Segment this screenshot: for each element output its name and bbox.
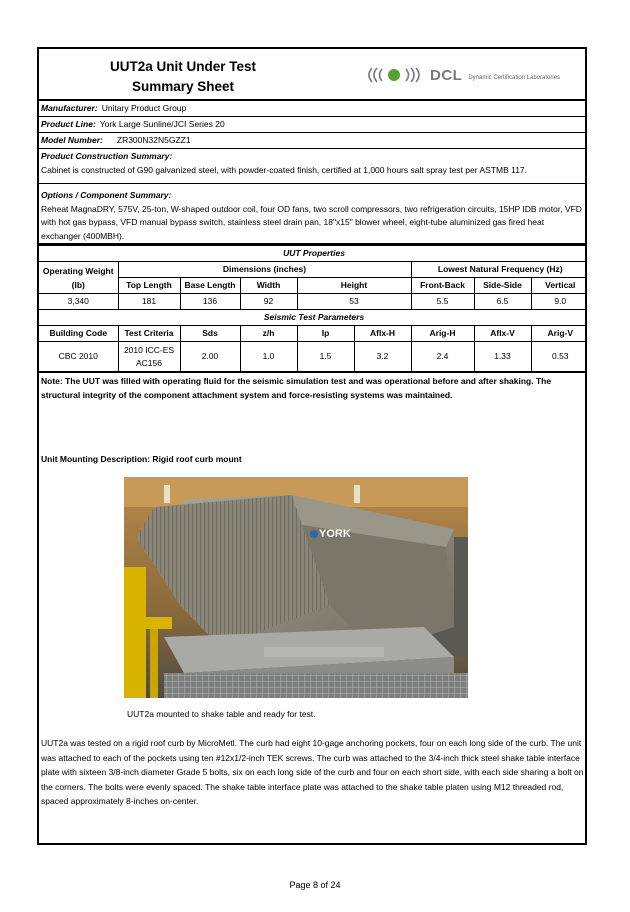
test-criteria-value [118,342,180,372]
dimensions-header: Dimensions (inches) [118,262,411,278]
model-number-row [39,133,585,149]
ip-value: 1.5 [297,342,354,372]
col-zh: z/h [240,326,297,342]
operating-weight-unit: (lb) [71,279,85,290]
col-building-code: Building Code [39,326,118,342]
aflx-h-value: 3.2 [354,342,411,372]
arig-v-value: 0.53 [531,342,587,372]
col-aflx-v: Aflx-V [474,326,531,342]
construction-summary [39,149,585,184]
col-vertical: Vertical [531,278,587,294]
col-top-length: Top Length [118,278,180,294]
col-sds: Sds [180,326,240,342]
vertical-value: 9.0 [531,294,587,310]
note-text: Note: The UUT was filled with operating fluid for the seismic simulation test and was operational before and after shaking. The structural integrity of the component attachment system and force-resisting systems was maintained. [39,372,585,404]
product-line-value: York Large Sunline/JCI Series 20 [99,119,225,129]
col-arig-h: Arig-H [411,326,474,342]
options-label: Options / Component Summary: [41,190,172,200]
sheet-header [39,49,585,101]
manufacturer-row [39,101,585,117]
base-length-value: 136 [180,294,240,310]
front-back-value: 5.5 [411,294,474,310]
logo-subtitle: Dynamic Certification Laboratories [468,74,561,81]
operating-weight-label: Operating Weight [42,265,114,276]
col-height: Height [297,278,411,294]
col-width: Width [240,278,297,294]
model-number-value: ZR300N32N5GZZ1 [116,135,191,145]
options-summary [39,184,585,245]
rooftop-unit-photo [124,477,468,698]
top-length-value: 181 [118,294,180,310]
arig-h-value: 2.4 [411,342,474,372]
uut-properties-heading: UUT Properties [39,246,587,262]
seismic-values-row [39,342,587,372]
photo-brand-label: YORK [319,528,351,540]
title-line-1: UUT2a Unit Under Test [109,59,256,74]
photo-caption: UUT2a mounted to shake table and ready for test. [127,709,316,719]
seismic-parameters-heading: Seismic Test Parameters [39,310,587,326]
height-value: 53 [297,294,411,310]
construction-label: Product Construction Summary: [41,151,173,161]
signal-logo-icon [364,65,426,85]
test-criteria-line-2: AC156 [136,357,162,368]
col-base-length: Base Length [180,278,240,294]
seismic-header-row [39,326,587,342]
dcl-logo [364,65,560,85]
mounting-description: Unit Mounting Description: Rigid roof curb mount [41,454,242,464]
side-side-value: 6.5 [474,294,531,310]
logo-text: DCL [430,66,463,84]
operating-weight-value: 3,340 [39,294,118,310]
zh-value: 1.0 [240,342,297,372]
col-aflx-h: Aflx-H [354,326,411,342]
col-ip: Ip [297,326,354,342]
col-test-criteria: Test Criteria [118,326,180,342]
manufacturer-value: Unitary Product Group [101,103,187,113]
summary-sheet [37,47,587,845]
product-line-row [39,117,585,133]
uut-properties-table [39,245,587,372]
construction-text: Cabinet is constructed of G90 galvanized steel, with powder-coated finish, certified at 1,000 hours salt spray test per ASTMB 117. [41,164,528,175]
manufacturer-label: Manufacturer: [41,103,98,113]
test-criteria-line-1: 2010 ICC-ES [123,344,175,355]
aflx-v-value: 1.33 [474,342,531,372]
building-code-value: CBC 2010 [39,342,118,372]
frequency-header: Lowest Natural Frequency (Hz) [411,262,587,278]
col-arig-v: Arig-V [531,326,587,342]
sds-value: 2.00 [180,342,240,372]
col-front-back: Front-Back [411,278,474,294]
title-line-2: Summary Sheet [131,79,235,94]
page-number: Page 8 of 24 [289,880,341,890]
model-number-label: Model Number: [41,135,103,145]
product-line-label: Product Line: [41,119,96,129]
uut-properties-values-row [39,294,587,310]
sheet-title [83,57,283,97]
width-value: 92 [240,294,297,310]
mounting-details-text: UUT2a was tested on a rigid roof curb by MicroMetl. The curb had eight 10-gage anchoring pockets, four on each long side of the curb. The unit was attached to each of the pockets using ten #12x1/2-inch TEK screws. The curb was attached to the 3/4-inch thick steel shake table interface plate with sixteen 3/8-inch diameter Grade 5 bolts, six on each long side of the curb and four on each short side, with each side sharing a bolt on the corners. The bolts were evenly spaced. The shake table interface plate was attached to the shake table platen using M12 threaded rod, spaced approximately 8-inches on-center. [41,738,584,806]
options-text: Reheat MagnaDRY, 575V, 25-ton, W-shaped outdoor coil, four OD fans, two scroll compressors, two refrigeration circuits, 15HP IDB motor, VFD with hot gas bypass, VFD manual bypass switch, stainless steel drain pan, 18"x15" blower wheel, eight-tube aluminized gas fired heat exchanger (400MBH). [41,203,582,241]
col-side-side: Side-Side [474,278,531,294]
operating-weight-header [39,262,118,294]
